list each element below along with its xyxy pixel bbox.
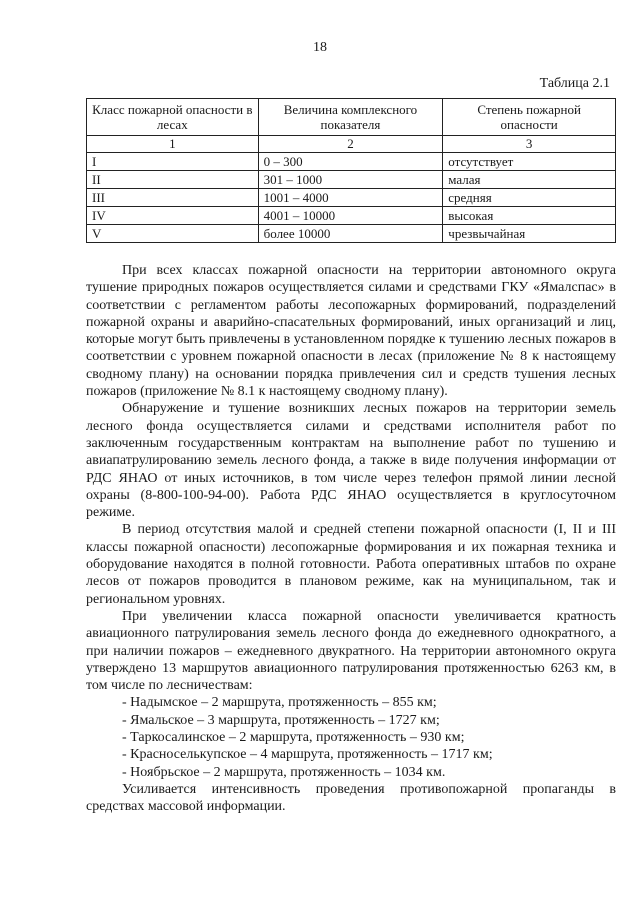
table-column-number-row xyxy=(87,136,616,153)
table-header-cell: Величина комплексного показателя xyxy=(258,99,443,136)
fire-danger-class-table xyxy=(86,98,616,243)
route-list-item: - Таркосалинское – 2 маршрута, протяженность – 930 км; xyxy=(122,730,465,746)
table-cell-class: V xyxy=(87,225,259,243)
table-cell-index-value: 4001 – 10000 xyxy=(258,207,443,225)
table-cell-index-value: более 10000 xyxy=(258,225,443,243)
column-number: 2 xyxy=(258,136,443,153)
route-list-item: - Ноябрьское – 2 маршрута, протяженность – 1034 км. xyxy=(122,764,446,780)
paragraph: В период отсутствия малой и средней степени пожарной опасности (I, II и III классы пожарной опасности) лесопожарные формирования и их пожарная техника и оборудование находятся в полной готовности. Работа оперативных штабов по охране лесов от пожаров проводится в плановом режиме, как на муниципальном, так и региональном уровнях. xyxy=(86,522,616,607)
table-cell-index-value: 1001 – 4000 xyxy=(258,189,443,207)
table-cell-class: I xyxy=(87,153,259,171)
route-list-item: - Ямальское – 3 маршрута, протяженность – 1727 км; xyxy=(122,712,440,728)
route-list-item: - Красноселькупское – 4 маршрута, протяженность – 1717 км; xyxy=(122,747,493,763)
table-row xyxy=(87,189,616,207)
closing-paragraph: Усиливается интенсивность проведения противопожарной пропаганды в средствах массовой информации. xyxy=(86,781,616,815)
table-cell-class: IV xyxy=(87,207,259,225)
page-number: 18 xyxy=(313,40,327,55)
table-header-cell: Класс пожарной опасности в лесах xyxy=(87,99,259,136)
table-cell-danger-degree: чрезвычайная xyxy=(443,225,616,243)
table-cell-index-value: 0 – 300 xyxy=(258,153,443,171)
column-number: 1 xyxy=(87,136,259,153)
table-cell-index-value: 301 – 1000 xyxy=(258,171,443,189)
paragraph: При увеличении класса пожарной опасности увеличивается кратность авиационного патрулирования земель лесного фонда до ежедневного однократного, а при наличии пожаров – ежедневного двукратного. На территории автономного округа утверждено 13 маршрутов авиационного патрулирования протяженностью 6263 км, в том числе по лесничествам: xyxy=(86,608,616,694)
table-row xyxy=(87,153,616,171)
table-cell-danger-degree: средняя xyxy=(443,189,616,207)
table-header-cell: Степень пожарной опасности xyxy=(443,99,616,136)
table-cell-class: III xyxy=(87,189,259,207)
paragraph: При всех классах пожарной опасности на территории автономного округа тушение природных пожаров осуществляется силами и средствами ГКУ «Ямалспас» в соответствии с регламентом работы лесопожарных формирований, подразделений пожарной охраны и аварийно-спасательных формирований, иных организаций и лиц, которые могут быть привлечены в установленном порядке к тушению лесных пожаров в соответствии с уровнем пожарной опасности в лесах (приложение № 8 к настоящему сводному плану) на основании порядка привлечения сил и средств тушения лесных пожаров (приложение № 8.1 к настоящему сводному плану). xyxy=(86,263,616,400)
table-cell-danger-degree: отсутствует xyxy=(443,153,616,171)
column-number: 3 xyxy=(443,136,616,153)
table-row xyxy=(87,171,616,189)
table-cell-danger-degree: высокая xyxy=(443,207,616,225)
table-header-row xyxy=(87,99,616,136)
table-caption: Таблица 2.1 xyxy=(539,76,610,91)
table-row xyxy=(87,225,616,243)
paragraph: Обнаружение и тушение возникших лесных пожаров на территории земель лесного фонда осуществляется силами и средствами исполнителя работ по заключенным государственным контрактам на выполнение работ по тушению и авиапатрулированию земель лесного фонда, а также в виде получения информации от РДС ЯНАО от иных источников, в том числе через телефон прямой линии лесной охраны (8-800-100-94-00). Работа РДС ЯНАО осуществляется в круглосуточном режиме. xyxy=(86,401,616,521)
table-cell-danger-degree: малая xyxy=(443,171,616,189)
table-cell-class: II xyxy=(87,171,259,189)
table-row xyxy=(87,207,616,225)
body-text xyxy=(86,262,616,816)
route-list-item: - Надымское – 2 маршрута, протяженность – 855 км; xyxy=(122,695,437,711)
